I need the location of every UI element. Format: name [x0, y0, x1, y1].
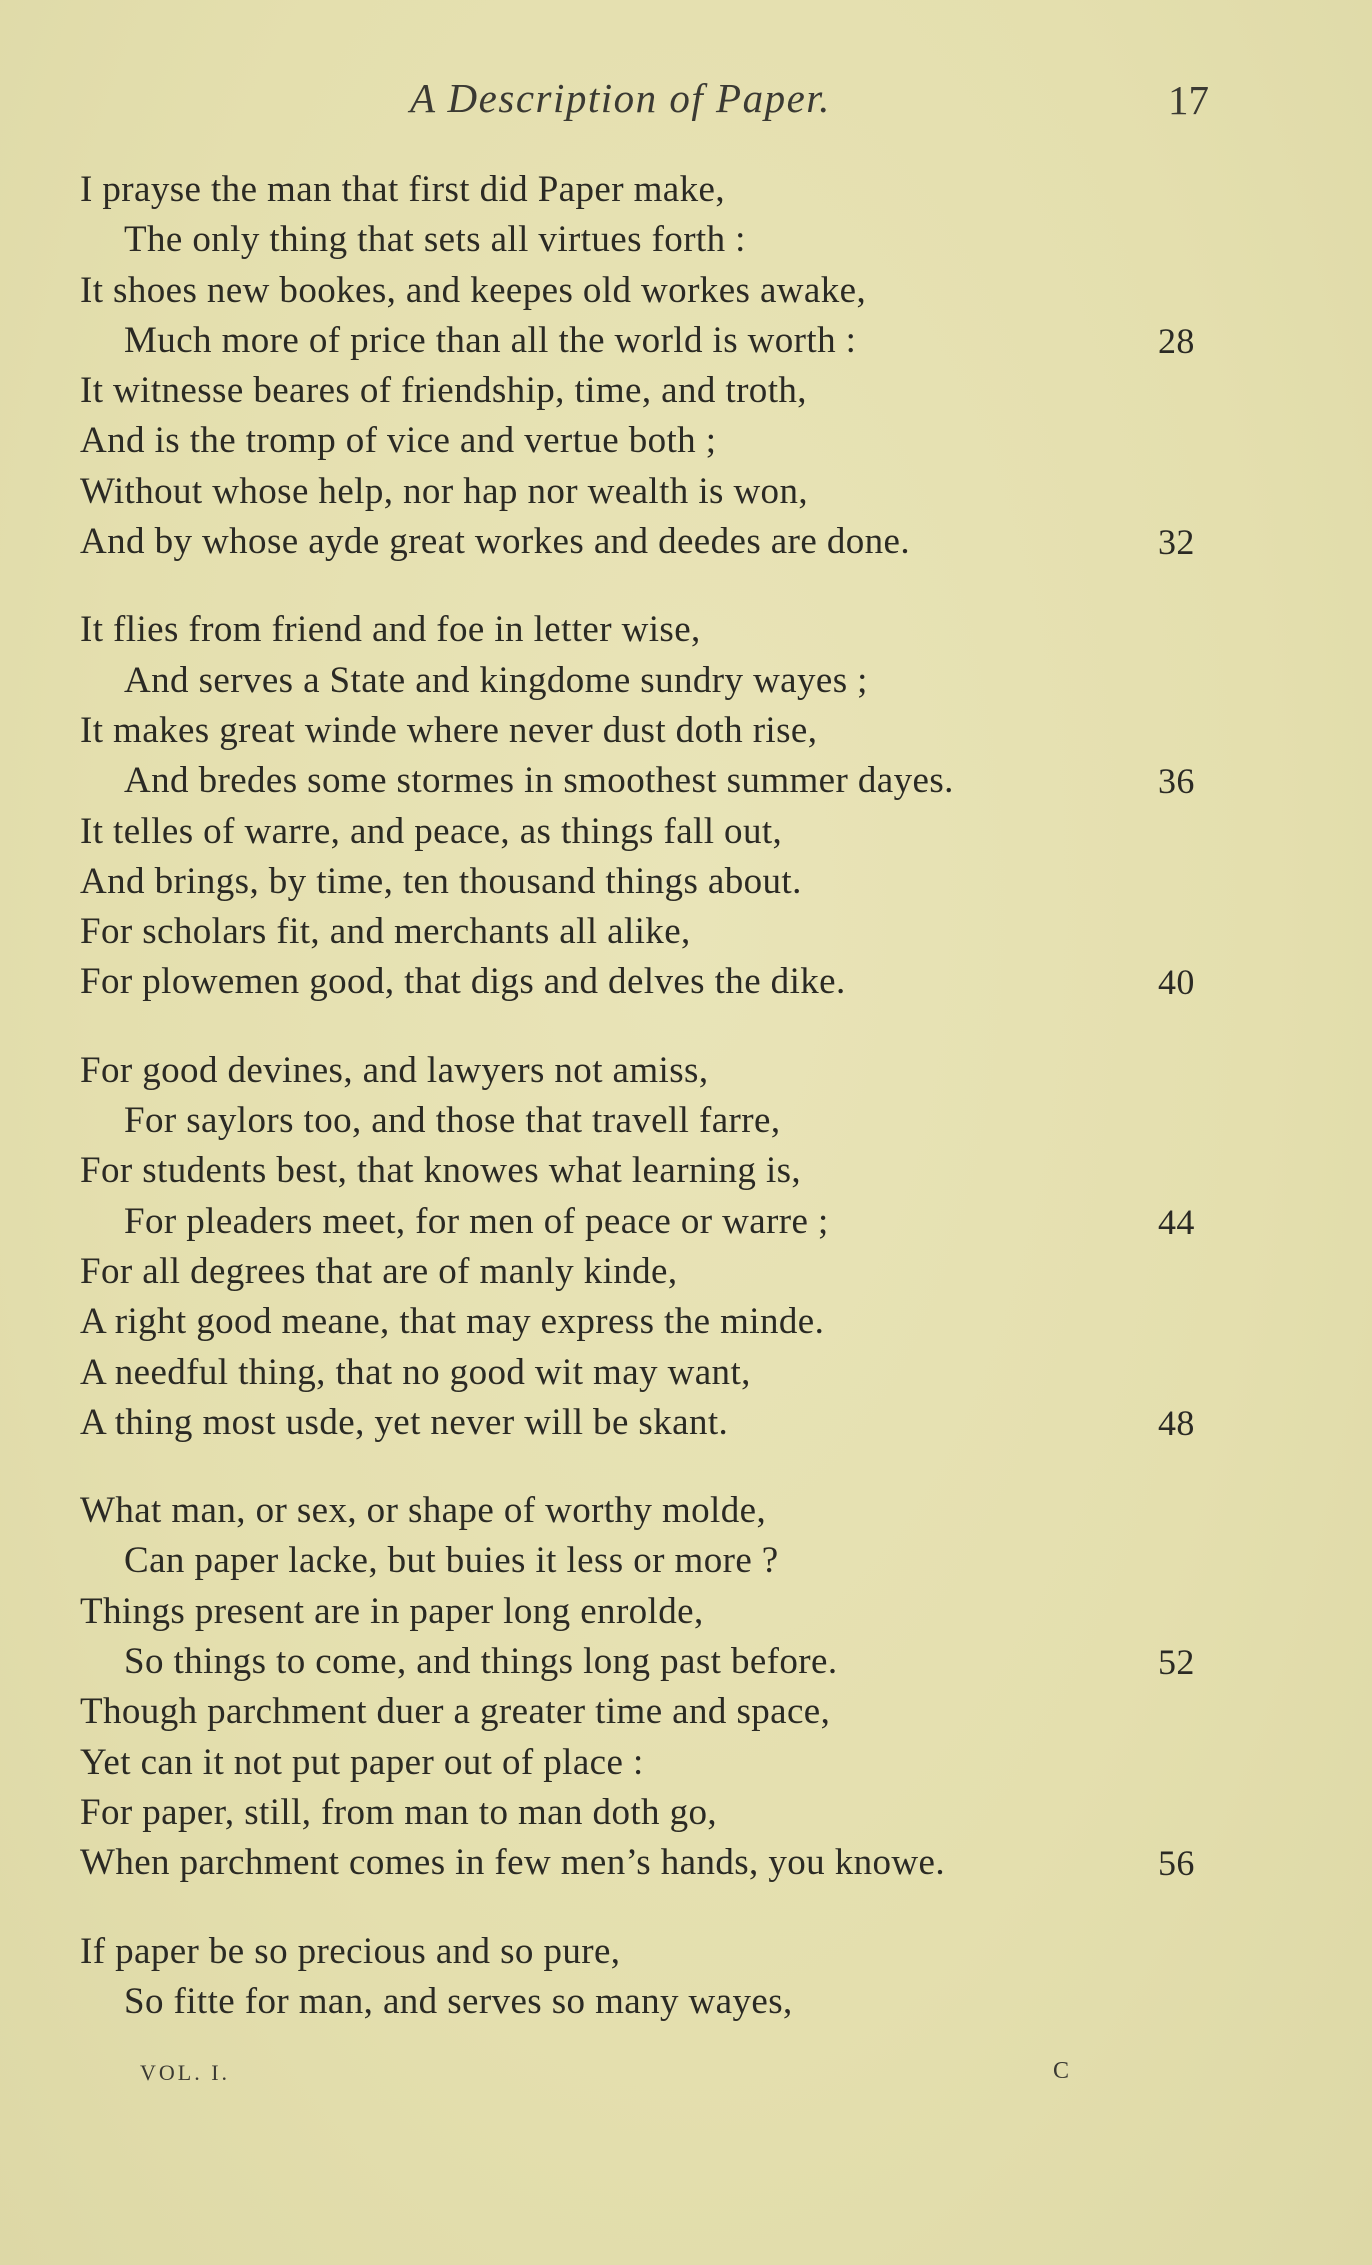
verse-text: For saylors too, and those that travell farre,: [124, 1100, 781, 1142]
stanza: [80, 1486, 1230, 1888]
running-head: [0, 74, 1372, 134]
line-number: 48: [1158, 1402, 1195, 1443]
line-number: 40: [1158, 962, 1195, 1003]
verse-text: For plowemen good, that digs and delves the dike.: [80, 961, 846, 1003]
poem-body: [80, 165, 1230, 2065]
verse-line: [80, 706, 1230, 756]
stanza: [80, 1046, 1230, 1448]
verse-line: [80, 1486, 1230, 1536]
verse-line: [80, 1536, 1230, 1586]
verse-text: Without whose help, nor hap nor wealth is won,: [80, 470, 809, 512]
verse-line: [80, 416, 1230, 466]
stanza: [80, 165, 1230, 567]
verse-line: [80, 316, 1230, 366]
verse-line: [80, 165, 1230, 215]
verse-text: The only thing that sets all virtues forth :: [124, 219, 746, 261]
verse-line: [80, 1927, 1230, 1977]
verse-line: [80, 1096, 1230, 1146]
page-footer: [0, 2060, 1372, 2100]
verse-text: And is the tromp of vice and vertue both ;: [80, 420, 717, 462]
verse-text: And bredes some stormes in smoothest summer dayes.: [124, 760, 954, 802]
sheet-mark: C: [1053, 2058, 1070, 2084]
line-number: 32: [1158, 522, 1195, 563]
verse-line: [80, 1687, 1230, 1737]
verse-text: It witnesse beares of friendship, time, and troth,: [80, 370, 807, 412]
verse-line: [80, 366, 1230, 416]
verse-text: So fitte for man, and serves so many wayes,: [124, 1980, 793, 2022]
verse-text: Can paper lacke, but buies it less or more ?: [124, 1540, 779, 1582]
verse-text: Things present are in paper long enrolde,: [80, 1590, 704, 1632]
verse-text: For good devines, and lawyers not amiss,: [80, 1049, 709, 1091]
verse-text: When parchment comes in few men’s hands, you knowe.: [80, 1842, 946, 1884]
verse-line: [80, 1788, 1230, 1838]
volume-signature: VOL. I.: [140, 2060, 231, 2085]
verse-line: [80, 1398, 1230, 1448]
verse-line: [80, 1046, 1230, 1096]
verse-text: A right good meane, that may express the minde.: [80, 1301, 825, 1343]
line-number: 44: [1158, 1201, 1195, 1242]
verse-text: For students best, that knowes what learning is,: [80, 1150, 802, 1192]
verse-line: [80, 517, 1230, 567]
verse-line: [80, 1637, 1230, 1687]
verse-text: So things to come, and things long past before.: [124, 1641, 838, 1683]
verse-line: [80, 1197, 1230, 1247]
verse-text: For paper, still, from man to man doth go,: [80, 1791, 718, 1833]
verse-line: [80, 215, 1230, 265]
verse-line: [80, 807, 1230, 857]
verse-text: And brings, by time, ten thousand things about.: [80, 860, 802, 902]
verse-line: [80, 1738, 1230, 1788]
line-number: 28: [1158, 320, 1195, 361]
verse-line: [80, 957, 1230, 1007]
verse-line: [80, 1247, 1230, 1297]
verse-line: [80, 605, 1230, 655]
verse-text: It makes great winde where never dust doth rise,: [80, 709, 818, 751]
verse-line: [80, 467, 1230, 517]
verse-text: A thing most usde, yet never will be skant.: [80, 1401, 729, 1443]
verse-text: And by whose ayde great workes and deedes are done.: [80, 521, 910, 563]
verse-text: It telles of warre, and peace, as things fall out,: [80, 810, 783, 852]
stanza: [80, 1927, 1230, 2028]
verse-line: [80, 656, 1230, 706]
verse-line: [80, 1146, 1230, 1196]
verse-text: For scholars fit, and merchants all alike,: [80, 911, 691, 953]
line-number: 52: [1158, 1642, 1195, 1683]
verse-text: For pleaders meet, for men of peace or warre ;: [124, 1200, 829, 1242]
running-title: A Description of Paper.: [410, 75, 831, 121]
line-number: 36: [1158, 761, 1195, 802]
verse-text: A needful thing, that no good wit may want,: [80, 1351, 751, 1393]
verse-text: For all degrees that are of manly kinde,: [80, 1250, 678, 1292]
verse-line: [80, 756, 1230, 806]
verse-text: What man, or sex, or shape of worthy molde,: [80, 1490, 767, 1532]
verse-text: Yet can it not put paper out of place :: [80, 1741, 644, 1783]
verse-text: It shoes new bookes, and keepes old workes awake,: [80, 269, 867, 311]
verse-line: [80, 907, 1230, 957]
stanza: [80, 605, 1230, 1007]
verse-text: Much more of price than all the world is worth :: [124, 319, 857, 361]
verse-text: And serves a State and kingdome sundry wayes ;: [124, 659, 868, 701]
line-number: 56: [1158, 1843, 1195, 1884]
verse-line: [80, 1297, 1230, 1347]
verse-line: [80, 1587, 1230, 1637]
verse-line: [80, 1838, 1230, 1888]
verse-text: If paper be so precious and so pure,: [80, 1930, 621, 1972]
page-number: 17: [1168, 77, 1209, 123]
verse-line: [80, 857, 1230, 907]
verse-line: [80, 1348, 1230, 1398]
verse-text: It flies from friend and foe in letter wise,: [80, 609, 701, 651]
verse-line: [80, 266, 1230, 316]
verse-text: Though parchment duer a greater time and space,: [80, 1691, 831, 1733]
verse-text: I prayse the man that first did Paper make,: [80, 169, 725, 210]
verse-line: [80, 1977, 1230, 2027]
